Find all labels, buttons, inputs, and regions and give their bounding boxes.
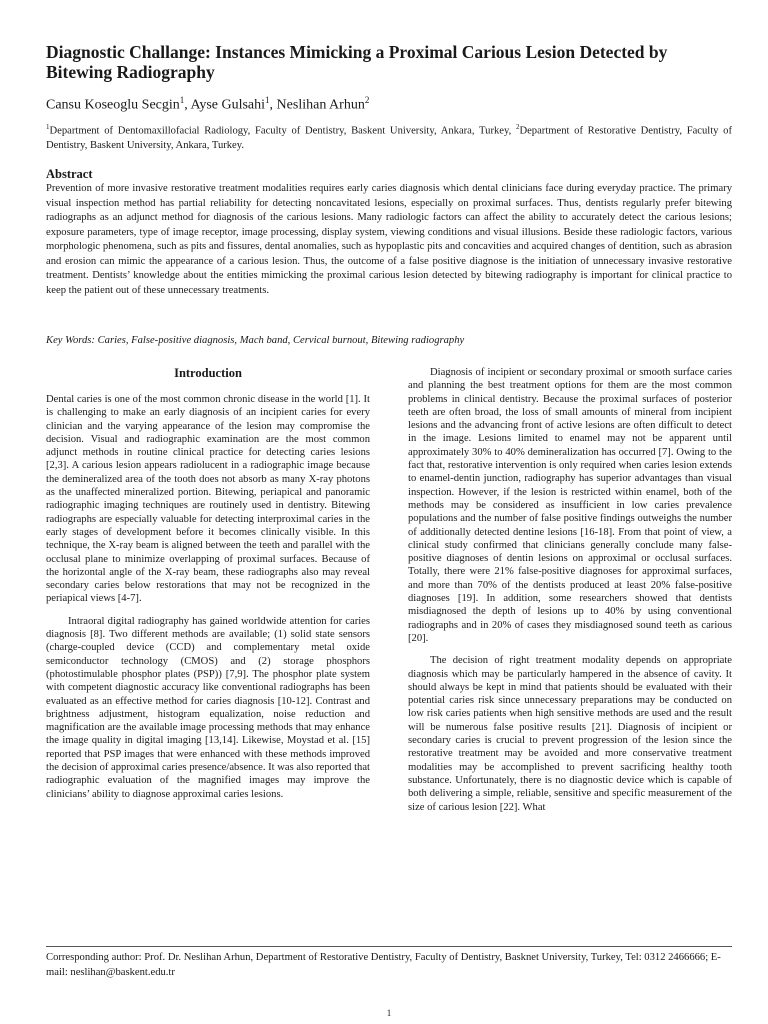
affiliation-mark: 1 — [46, 123, 50, 131]
corresponding-author-footnote: Corresponding author: Prof. Dr. Neslihan Arhun, Department of Restorative Dentistry, Faculty of Dentistry, Basknet University, Turkey, Tel: 0312 2466666; E-mail: neslihan@baskent.edu.tr — [46, 952, 721, 978]
abstract-heading: Abstract — [46, 167, 93, 181]
author-name: Neslihan Arhun — [276, 97, 365, 113]
author-affiliation-mark: 2 — [364, 95, 370, 105]
paper-page — [46, 0, 732, 1024]
author-affiliation-mark: 1 — [179, 95, 185, 105]
affiliation-mark: 2 — [515, 123, 520, 131]
footnote-divider — [46, 946, 732, 947]
affiliations — [46, 120, 732, 153]
abstract-text: Prevention of more invasive restorative treatment modalities requires early caries diagnosis which dental clinicians face during everyday practice. The primary visual inspection method has partial reliability for detecting noncavitated lesions, especially on proximal surfaces. Thus, dentists regularly prefer bitewing radiographs as an adjunct method for diagnosis of the carious lesions. Many radiologic factors can affect the ability to accurately detect the carious lesions; exposure parameters, type of image receptor, image processing, display system, viewing conditions and visual illusions. Beside these radiologic factors, various morphologic phenomena, such as pits and fissures, dental anomalies, such as hypoplastic pits and concavities and acquired changes of dentition, such as abrasion and erosion can mimic the appearance of a carious lesion. Thus, the outcome of a false positive diagnose is the initiation of unnecessary invasive restorative treatment. Dentists’ knowledge about the entities mimicking the proximal carious lesion detected by bitewing radiography is important for clinical practice to keep the patient out of these unnecessary treatments. — [46, 183, 732, 296]
paragraph: Diagnosis of incipient or secondary proximal or smooth surface caries and planning the best treatment options for them are the most common problems in clinical dentistry. Because the proximal surfaces of posterior teeth are often broad, the loss of small amounts of mineral from incipient lesions and the advancing front of active lesions are often difficult to detect in the image. Lesions limited to enamel may not be apparent until approximately 30% to 40% demineralization has occurred [7]. Owing to the fact that, restorative intervention is only required when caries lesion extends to enamel-dentin junction, radiography has superior advantages than visual inspection. However, if the lesion is restricted within enamel, both of the methods may be considered as insufficient in low caries prevalence populations and the number of false positive findings outweighs the number of additionally detected dentine lesions [16-18]. From that point of view, a clinical study confirmed that clinicians generally conclude many false-positive diagnoses of dentin lesions on approximal or occlusal surfaces. Totally, there were 21% false-positive diagnoses for approximal surfaces, and more than 70% of the dentists produced at least 20% false-positive diagnoses [19]. In addition, some researchers showed that dentists misdiagnosed the depth of lesions up to 40% by using conventional radiographs and in 20% of cases they misdiagnosed sound teeth as carious [20]. — [408, 367, 732, 644]
paragraph: The decision of right treatment modality depends on appropriate diagnosis which may be particularly hampered in the absence of cavity. It should always be kept in mind that patients should be evaluated with their potential caries risk since unnecessary preparations may be conducted on low risk caries patients when high sensitive methods are used and the result will be numerous false positive results [21]. Diagnosis of incipient or secondary caries is crucial to prevent progression of the lesion since the restorative treatment may be avoided and more conservative treatment modalities may be accomplished to prevent sacrificing healthy tooth substance. Unfortunately, there is no diagnostic device which is capable of both delivering a simple, reliable, sensitive and specific measurement of the size of carious lesion [22]. What — [408, 655, 732, 813]
author-separator: , — [184, 97, 191, 113]
affiliation-text: Department of Restorative Dentistry, Faculty of Dentistry, Baskent University, Ankara, Turkey. — [46, 125, 732, 151]
author-affiliation-mark: 1 — [265, 95, 270, 105]
paper-title: Diagnostic Challange: Instances Mimicking a Proximal Carious Lesion Detected by Bitewing Radiography — [46, 42, 668, 82]
author-separator: , — [269, 97, 277, 113]
author-list — [46, 91, 732, 115]
author-name: Ayse Gulsahi — [190, 97, 266, 113]
paragraph: Dental caries is one of the most common chronic disease in the world [1]. It is challenging to make an early diagnosis of an incipient caries for every clinician and the varying appearance of the lesion may compromise the decision. Visual and radiographic examination are the most common adjunct methods in routine clinical practice for detecting caries lesions [2,3]. A carious lesion appears radiolucent in a radiographic image because the demineralized area of the tooth does not absorb as many X-ray photons as the unaffected mineralized portion. Bitewing, periapical and panoramic radiographic imaging techniques are routinely used in dentistry. Bitewing radiographs are especially valuable for detecting interproximal caries in the early stages of development before it becomes clinically visible. In this technique, the X-ray beam is aligned between the teeth and parallel with the occlusal plane to minimize overlapping of proximal surfaces. Because of the horizontal angle of the X-ray beam, these radiographs also may reveal secondary caries below restorations that may not be recognized in the periapical views [4-7]. — [46, 394, 370, 605]
right-column — [408, 366, 732, 823]
author-name: Cansu Koseoglu Secgin — [46, 97, 180, 113]
introduction-heading: Introduction — [174, 366, 242, 380]
paragraph: Intraoral digital radiography has gained worldwide attention for caries diagnosis [8]. Two different methods are available; (1) solid state sensors (charge-coupled device (CCD) and complementary metal oxide semiconductor technology (CMOS) and (2) storage phosphors (photostimulable phosphor plates (PSP)) [7,9]. The phosphor plate system with competent diagnostic accuracy like conventional radiographs has been evaluated as an effective method for caries diagnosis [10-12]. Contrast and brightness adjustment, histogram equalization, noise reduction and magnification are the available image processing methods that may enhance the image quality in digital imaging [13,14]. Likewise, Moystad et al. [15] reported that PSP images that were enhanced with these methods improved the decision of approximal caries presence/absence. It was also reported that radiographic evaluation of the magnified images may improve the clinicians’ ability to diagnose approximal caries lesions. — [46, 615, 370, 800]
left-column — [46, 366, 370, 810]
keywords: Key Words: Caries, False-positive diagnosis, Mach band, Cervical burnout, Bitewing radiography — [46, 335, 465, 346]
affiliation-text: Department of Dentomaxillofacial Radiology, Faculty of Dentistry, Baskent University, Ankara, Turkey, — [49, 125, 516, 137]
page-number: 1 — [386, 1008, 392, 1018]
